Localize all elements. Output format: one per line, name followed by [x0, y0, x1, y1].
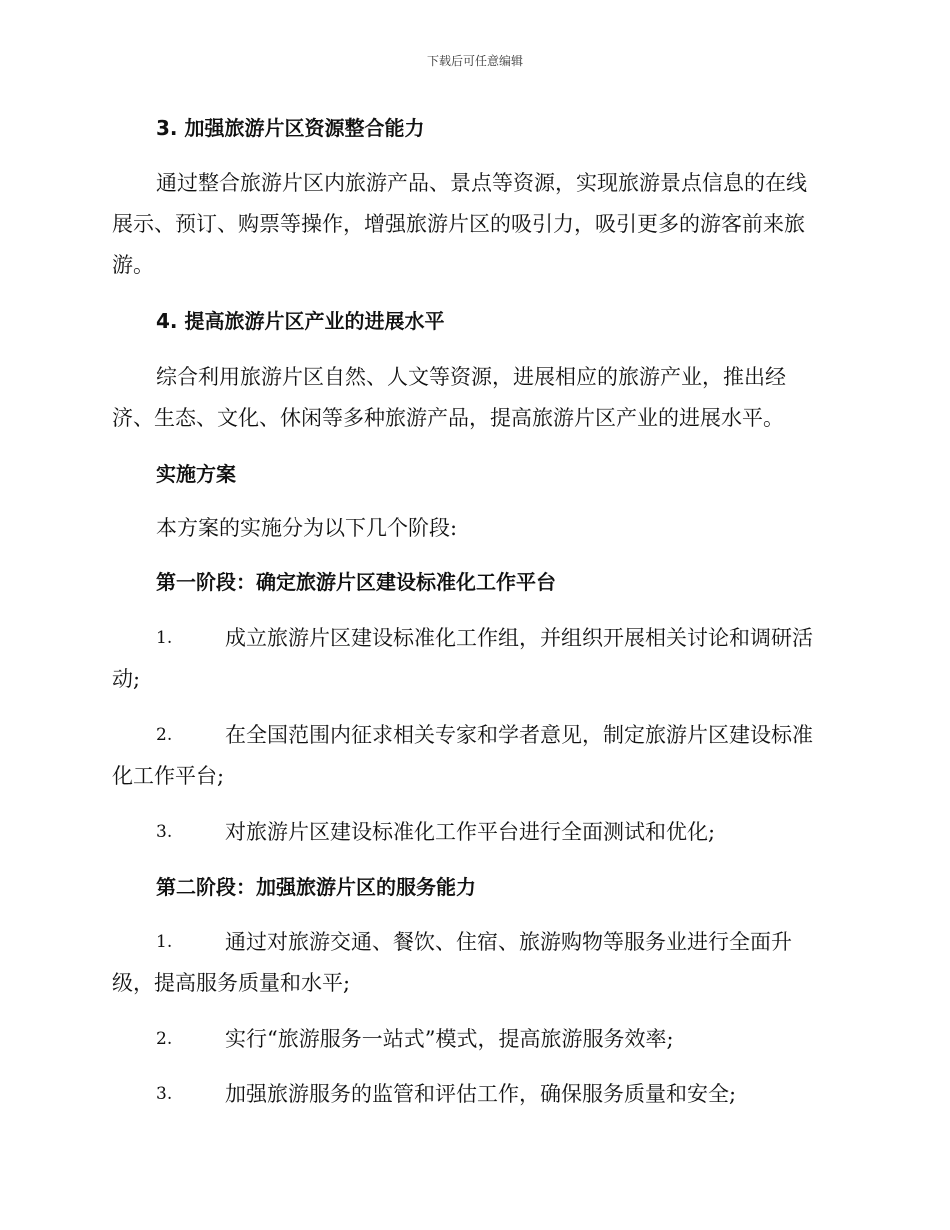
list-item-continuation: 级，提高服务质量和水平; [112, 971, 351, 995]
list-number: 1. [156, 628, 173, 648]
list-number: 3. [156, 1084, 173, 1104]
list-item-text: 通过对旅游交通、餐饮、住宿、旅游购物等服务业进行全面升 [225, 930, 792, 954]
section-3-line-3: 游。 [112, 253, 154, 277]
section-3-heading: 3. 加强旅游片区资源整合能力 [156, 116, 425, 140]
list-item-continuation: 化工作平台; [112, 764, 225, 788]
list-number: 2. [156, 725, 173, 745]
section-3-line-2: 展示、预订、购票等操作，增强旅游片区的吸引力，吸引更多的游客前来旅 [112, 212, 805, 236]
stage-1-heading: 第一阶段：确定旅游片区建设标准化工作平台 [156, 570, 556, 594]
plan-heading: 实施方案 [156, 462, 236, 486]
list-item-text: 对旅游片区建设标准化工作平台进行全面测试和优化; [225, 820, 716, 844]
list-number: 2. [156, 1029, 173, 1049]
section-3-line-1: 通过整合旅游片区内旅游产品、景点等资源，实现旅游景点信息的在线 [156, 171, 807, 195]
list-item-text: 实行“旅游服务一站式”模式，提高旅游服务效率; [225, 1027, 674, 1051]
list-number: 1. [156, 932, 173, 952]
plan-intro: 本方案的实施分为以下几个阶段: [156, 516, 458, 540]
list-number: 3. [156, 822, 173, 842]
list-item-text: 加强旅游服务的监管和评估工作，确保服务质量和安全; [225, 1082, 737, 1106]
section-4-line-1: 综合利用旅游片区自然、人文等资源，进展相应的旅游产业，推出经 [156, 365, 786, 389]
stage-2-heading: 第二阶段：加强旅游片区的服务能力 [156, 875, 476, 899]
list-item-text: 在全国范围内征求相关专家和学者意见，制定旅游片区建设标准 [225, 723, 813, 747]
section-4-heading: 4. 提高旅游片区产业的进展水平 [156, 309, 445, 333]
list-item-text: 成立旅游片区建设标准化工作组，并组织开展相关讨论和调研活 [225, 626, 813, 650]
section-4-line-2: 济、生态、文化、休闲等多种旅游产品，提高旅游片区产业的进展水平。 [112, 406, 784, 430]
page-header: 下载后可任意编辑 [426, 54, 523, 68]
list-item-continuation: 动; [112, 667, 141, 691]
